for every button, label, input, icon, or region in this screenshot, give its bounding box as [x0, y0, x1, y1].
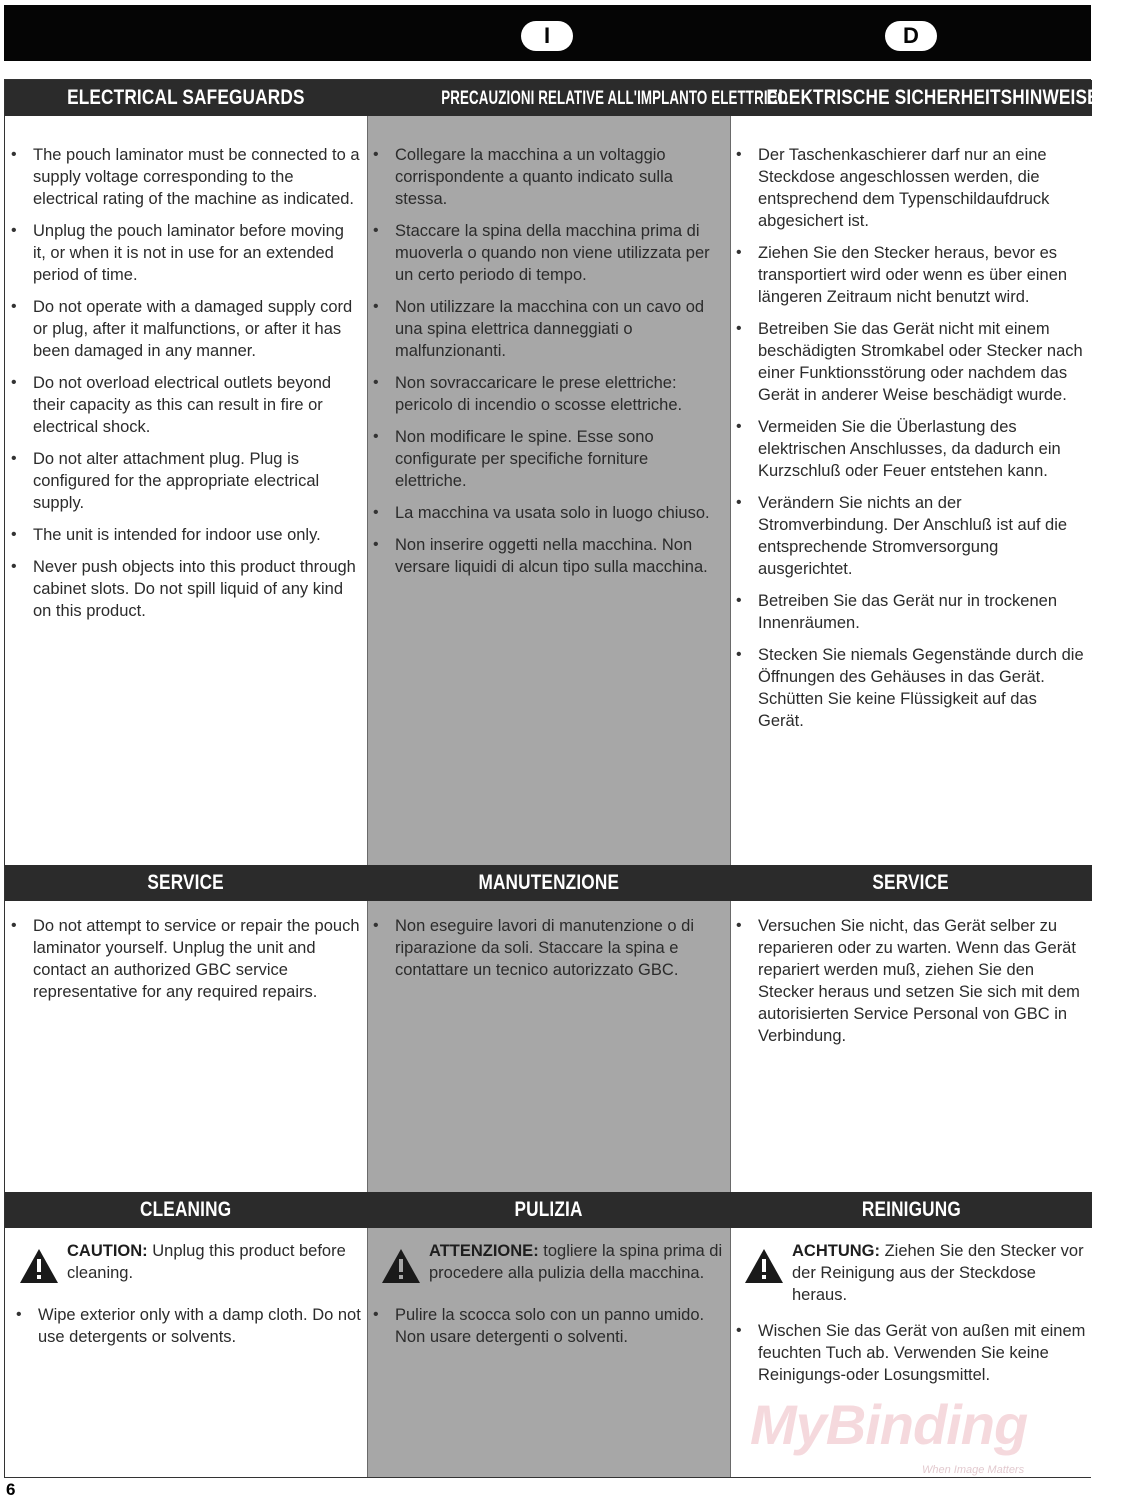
warning-triangle-icon [744, 1248, 784, 1284]
section-title-de: REINIGUNG [861, 1198, 961, 1221]
list-item: • Staccare la spina della macchina prima di muoverla o quando non viene utilizzata per un certo periodo di tempo. [373, 220, 724, 286]
electrical-en [5, 144, 367, 632]
list-item: • The pouch laminator must be connected to a supply voltage corresponding to the electrical rating of the machine as indicated. [11, 144, 361, 210]
list-item: • Do not attempt to service or repair the pouch laminator yourself. Unplug the unit and contact an authorized GBC service representative for any required repairs. [11, 915, 361, 1003]
bullet-list [736, 915, 1086, 1047]
list-item: • Ziehen Sie den Stecker heraus, bevor es transportiert wird oder wenn es über einen längeren Zeitraum nicht benutzt wird. [736, 242, 1086, 308]
list-item: • La macchina va usata solo in luogo chiuso. [373, 502, 724, 524]
section-title-en: CLEANING [140, 1198, 232, 1221]
bullet-list [11, 915, 361, 1003]
list-item: • The unit is intended for indoor use only. [11, 524, 361, 546]
list-item: • Do not alter attachment plug. Plug is configured for the appropriate electrical supply. [11, 448, 361, 514]
section-title-de: ELEKTRISCHE SICHERHEITSHINWEISE [766, 86, 1099, 109]
caution-text: Ziehen Sie den Stecker vor der Reinigung aus der Steckdose heraus. [792, 1242, 1084, 1304]
list-item: • Der Taschenkaschierer darf nur an eine Steckdose angeschlossen werden, die entsprechend dem Typenschildaufdruck abgesichert ist. [736, 144, 1086, 232]
instruction-grid [4, 79, 1099, 1478]
list-item: • Betreiben Sie das Gerät nur in trockenen Innenräumen. [736, 590, 1086, 634]
service-de [730, 915, 1092, 1057]
list-item: • Pulire la scocca solo con un panno umido. Non usare detergenti o solventi. [373, 1304, 724, 1348]
section-title-it: PULIZIA [514, 1198, 583, 1221]
bullet-list [373, 144, 724, 578]
language-badge-german: D [885, 21, 937, 51]
list-item: • Stecken Sie niemals Gegenstände durch die Öffnungen des Gehäuses in das Gerät. Schütten Sie keine Flüssigkeit auf das Gerät. [736, 644, 1086, 732]
cleaning-it [367, 1240, 730, 1358]
list-item: • Vermeiden Sie die Überlastung des elektrischen Anschlusses, da dadurch ein Kurzschluß oder Feuer entstehen kann. [736, 416, 1086, 482]
electrical-it [367, 144, 730, 588]
mybinding-watermark [750, 1340, 1095, 1490]
caution-label: ACHTUNG: [792, 1242, 880, 1260]
list-item: • Verändern Sie nichts an der Stromverbindung. Der Anschluß ist auf die entsprechende Stromversorgung ausgerichtet. [736, 492, 1086, 580]
list-item: • Betreiben Sie das Gerät nicht mit einem beschädigten Stromkabel oder Stecker nach einer Funktionsstörung oder nachdem das Gerät in anderer Weise beschädigt wurde. [736, 318, 1086, 406]
caution-note [11, 1240, 361, 1290]
list-item: • Non modificare le spine. Esse sono configurate per specifiche forniture elettriche. [373, 426, 724, 492]
service-it [367, 915, 730, 991]
bullet-list [736, 144, 1086, 732]
caution-label: CAUTION: [67, 1242, 148, 1260]
service-en [5, 915, 367, 1013]
list-item: • Non inserire oggetti nella macchina. Non versare liquidi di alcun tipo sulla macchina. [373, 534, 724, 578]
list-item: • Collegare la macchina a un voltaggio corrispondente a quanto indicato sulla stessa. [373, 144, 724, 210]
watermark-tagline: When Image Matters [922, 1464, 1025, 1476]
caution-note [373, 1240, 724, 1290]
list-item: • Unplug the pouch laminator before moving it, or when it is not in use for an extended period of time. [11, 220, 361, 286]
caution-text: Unplug this product before cleaning. [67, 1242, 346, 1282]
cleaning-en [5, 1240, 367, 1358]
caution-note [736, 1240, 1086, 1306]
bullet-list [11, 144, 361, 622]
list-item: • Never push objects into this product through cabinet slots. Do not spill liquid of any kind on this product. [11, 556, 361, 622]
top-language-bar [4, 5, 1091, 61]
list-item: • Non eseguire lavori di manutenzione o di riparazione da soli. Staccare la spina e contattare un tecnico autorizzato GBC. [373, 915, 724, 981]
list-item: • Non utilizzare la macchina con un cavo od una spina elettrica danneggiati o malfunzionanti. [373, 296, 724, 362]
section-title-en: SERVICE [147, 871, 225, 894]
language-badge-italian: I [521, 21, 573, 51]
electrical-safeguards-header [5, 80, 1099, 116]
section-title-en: ELECTRICAL SAFEGUARDS [67, 86, 305, 109]
watermark-logo: MyBinding [750, 1393, 1028, 1456]
section-title-de: SERVICE [872, 871, 950, 894]
warning-triangle-icon [381, 1248, 421, 1284]
list-item: • Do not overload electrical outlets beyond their capacity as this can result in fire or electrical shock. [11, 372, 361, 438]
caution-text: togliere la spina prima di procedere alla pulizia della macchina. [429, 1242, 723, 1282]
service-header [5, 865, 1092, 901]
list-item: • Non sovraccaricare le prese elettriche: pericolo di incendio o scosse elettriche. [373, 372, 724, 416]
section-title-it: MANUTENZIONE [478, 871, 619, 894]
bullet-list [373, 1304, 724, 1348]
list-item: • Versuchen Sie nicht, das Gerät selber zu reparieren oder zu warten. Wenn das Gerät repariert werden muß, ziehen Sie den Stecker heraus und setzen Sie sich mit dem autorisierten Service Personal von GBC in Verbindung. [736, 915, 1086, 1047]
bullet-list [11, 1304, 361, 1348]
section-title-it: PRECAUZIONI RELATIVE ALL'IMPLANTO ELETTRICO [441, 88, 788, 109]
cleaning-header [5, 1192, 1092, 1228]
list-item: • Wipe exterior only with a damp cloth. Do not use detergents or solvents. [16, 1304, 361, 1348]
caution-label: ATTENZIONE: [429, 1242, 539, 1260]
list-item: • Do not operate with a damaged supply cord or plug, after it malfunctions, or after it has been damaged in any manner. [11, 296, 361, 362]
list-item: • Wischen Sie das Gerät von außen mit einem feuchten Tuch ab. Verwenden Sie keine Reinigungs-oder Losungsmittel. [736, 1320, 1086, 1386]
electrical-de [730, 144, 1092, 742]
warning-triangle-icon [19, 1248, 59, 1284]
page-number: 6 [6, 1480, 16, 1499]
bullet-list [373, 915, 724, 981]
